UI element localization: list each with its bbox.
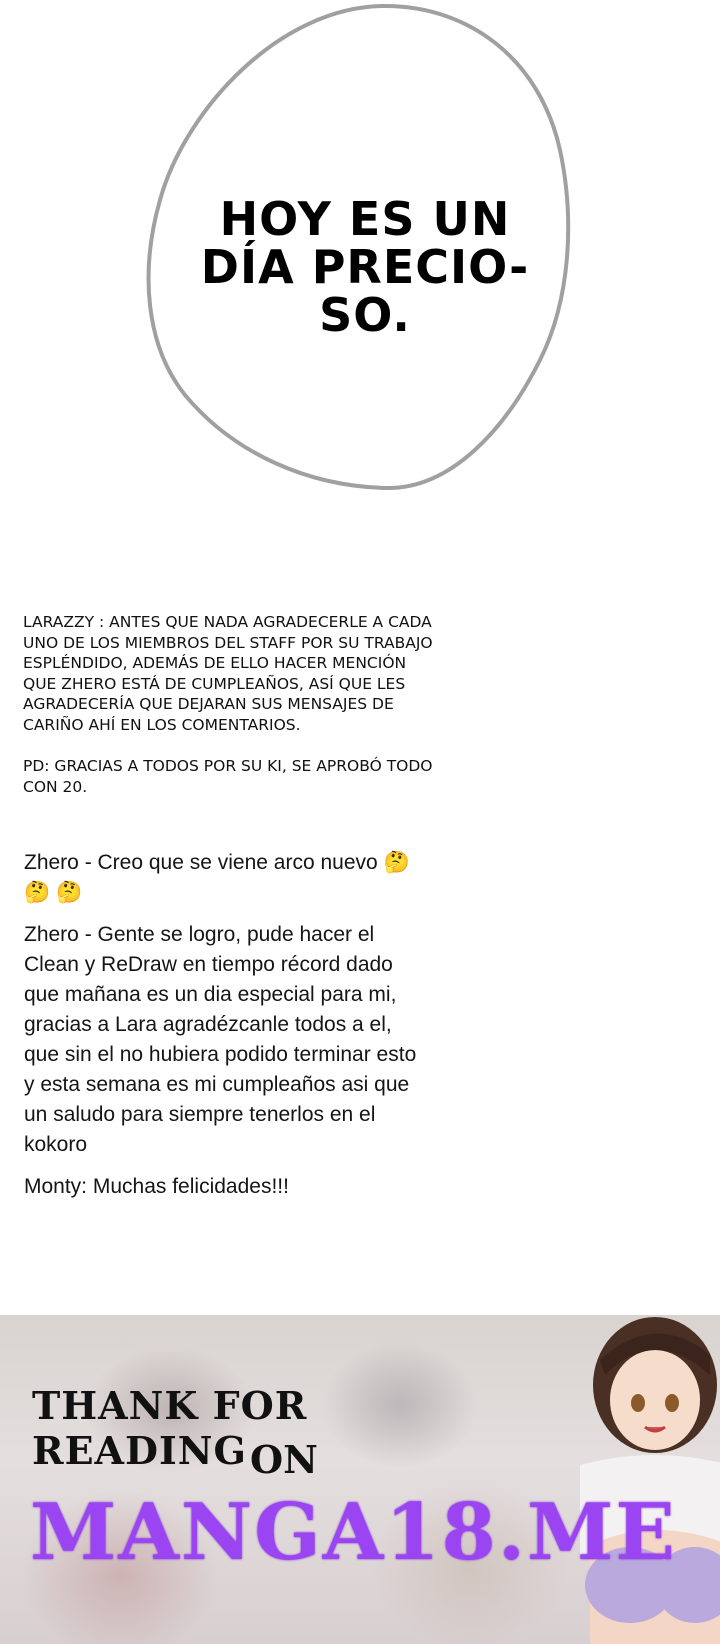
monty-comment: Monty: Muchas felicidades!!! — [24, 1175, 289, 1198]
staff-comments — [24, 848, 424, 1214]
site-logo-text: MANGA18.ME — [30, 1487, 677, 1578]
speech-bubble-panel — [0, 0, 720, 520]
thank-for-reading-text: THANK FOR READING — [32, 1383, 308, 1473]
bubble-line-3: SO. — [319, 288, 411, 342]
zhero-comment-2: Zhero - Gente se logro, pude hacer el Clean y ReDraw en tiempo récord dado que mañana es un dia especial para mi, gracias a Lara agradézcanle todos a el, que sin el no hubiera podido terminar esto y esta semana es mi cumpleaños asi que un saludo para siempre tenerlos en el kokoro — [24, 923, 417, 1156]
larazzy-note: LARAZZY : ANTES QUE NADA AGRADECERLE A CADA UNO DE LOS MIEMBROS DEL STAFF POR SU TRABAJO ESPLÉNDIDO, ADEMÁS DE ELLO HACER MENCIÓN QUE ZHERO ESTÁ DE CUMPLEAÑOS, ASÍ QUE LES AGRADECERÍA QUE DEJARAN SUS MENSAJES DE CARIÑO AHÍ EN LOS COMENTARIOS. — [23, 613, 433, 734]
pd-note: PD: GRACIAS A TODOS POR SU KI, SE APROBÓ TODO CON 20. — [23, 757, 433, 796]
credits-banner — [0, 1315, 720, 1644]
bubble-line-2: DÍA PRECIO- — [200, 240, 530, 294]
anime-girl-illustration — [560, 1315, 720, 1644]
on-text: ON — [250, 1437, 318, 1482]
zhero-comment-1: Zhero - Creo que se viene arco nuevo 🤔 🤔 🤔 — [24, 851, 410, 904]
translator-notes — [23, 612, 443, 797]
bubble-line-1: HOY ES UN — [219, 192, 511, 246]
bubble-text — [200, 192, 530, 342]
